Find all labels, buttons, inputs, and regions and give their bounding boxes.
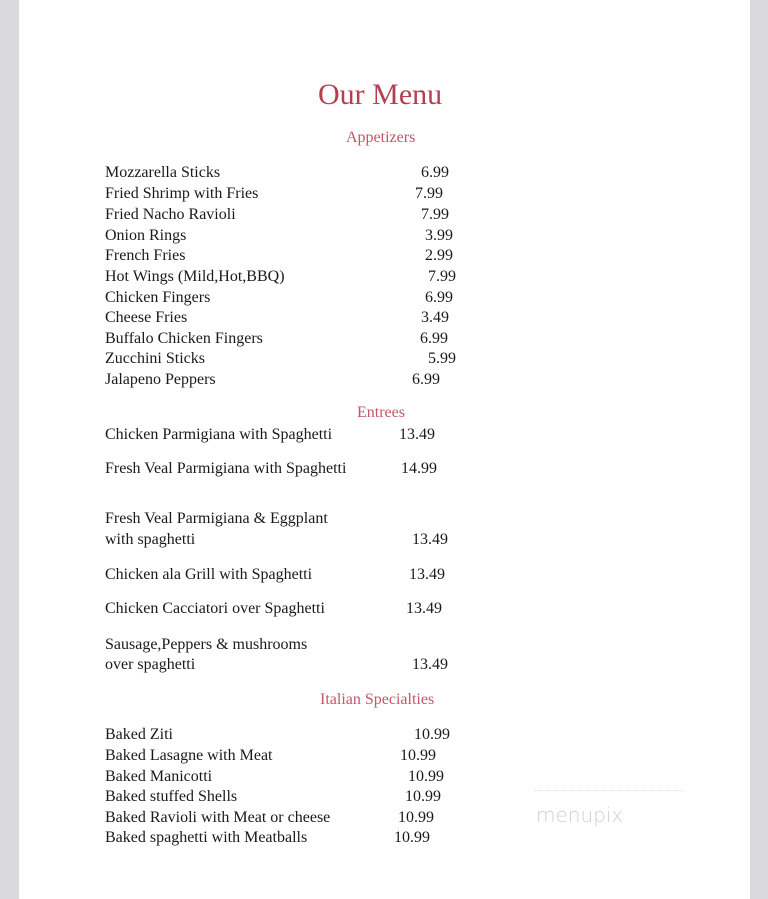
menu-item-name: Baked Manicotti	[105, 768, 213, 785]
menu-item-price: 10.99	[414, 726, 450, 743]
menu-item-name: Mozzarella Sticks	[105, 164, 221, 181]
menu-item-name: Zucchini Sticks	[105, 350, 205, 367]
menu-item-price: 13.49	[399, 426, 435, 443]
menu-item-price: 10.99	[398, 809, 434, 826]
menu-item-price: 10.99	[405, 788, 441, 805]
menu-item-price: 3.99	[425, 227, 453, 244]
menu-item-price: 10.99	[394, 829, 430, 846]
menu-item-name: Chicken Parmigiana with Spaghetti	[105, 426, 333, 443]
menu-item-name: Sausage,Peppers & mushrooms	[105, 636, 308, 653]
menu-item-name: Hot Wings (Mild,Hot,BBQ)	[105, 268, 285, 285]
menu-item-price: 14.99	[401, 460, 437, 477]
menu-item-price: 6.99	[425, 289, 453, 306]
menu-item-price: 13.49	[406, 600, 442, 617]
menu-item-name: Fresh Veal Parmigiana & Eggplant	[105, 510, 328, 527]
watermark-logo: menupix	[536, 803, 624, 827]
menu-item-name: Chicken ala Grill with Spaghetti	[105, 566, 313, 583]
menu-item-name: Onion Rings	[105, 227, 187, 244]
section-heading: Entrees	[357, 404, 405, 421]
menu-item-price: 7.99	[421, 206, 449, 223]
menu-item-name: Fresh Veal Parmigiana with Spaghetti	[105, 460, 347, 477]
menu-item-name: Cheese Fries	[105, 309, 188, 326]
menu-item-price: 6.99	[412, 371, 440, 388]
menu-item-name-continued: over spaghetti	[105, 656, 196, 673]
menu-item-name: French Fries	[105, 247, 186, 264]
menu-item-name: Baked Lasagne with Meat	[105, 747, 273, 764]
menu-item-name: Chicken Fingers	[105, 289, 211, 306]
menu-item-name-continued: with spaghetti	[105, 531, 196, 548]
watermark-divider	[534, 790, 684, 791]
menu-item-price: 7.99	[428, 268, 456, 285]
menu-item-name: Fried Nacho Ravioli	[105, 206, 236, 223]
menu-item-price: 6.99	[420, 330, 448, 347]
page-title: Our Menu	[318, 78, 443, 111]
menu-item-price: 10.99	[400, 747, 436, 764]
menu-item-name: Fried Shrimp with Fries	[105, 185, 259, 202]
menu-item-price: 10.99	[408, 768, 444, 785]
menu-item-price: 2.99	[425, 247, 453, 264]
menu-item-price: 13.49	[412, 656, 448, 673]
section-heading: Italian Specialties	[320, 691, 435, 708]
menu-item-name: Baked stuffed Shells	[105, 788, 238, 805]
menu-item-name: Baked Ravioli with Meat or cheese	[105, 809, 331, 826]
menu-item-name: Baked spaghetti with Meatballs	[105, 829, 308, 846]
section-heading: Appetizers	[346, 129, 416, 146]
menu-item-name: Jalapeno Peppers	[105, 371, 216, 388]
menu-item-price: 7.99	[415, 185, 443, 202]
menu-item-price: 13.49	[409, 566, 445, 583]
menu-item-price: 13.49	[412, 531, 448, 548]
menu-item-price: 3.49	[421, 309, 449, 326]
menu-item-price: 5.99	[428, 350, 456, 367]
menu-item-name: Buffalo Chicken Fingers	[105, 330, 263, 347]
menu-item-name: Chicken Cacciatori over Spaghetti	[105, 600, 325, 617]
menu-item-name: Baked Ziti	[105, 726, 173, 743]
menu-item-price: 6.99	[421, 164, 449, 181]
